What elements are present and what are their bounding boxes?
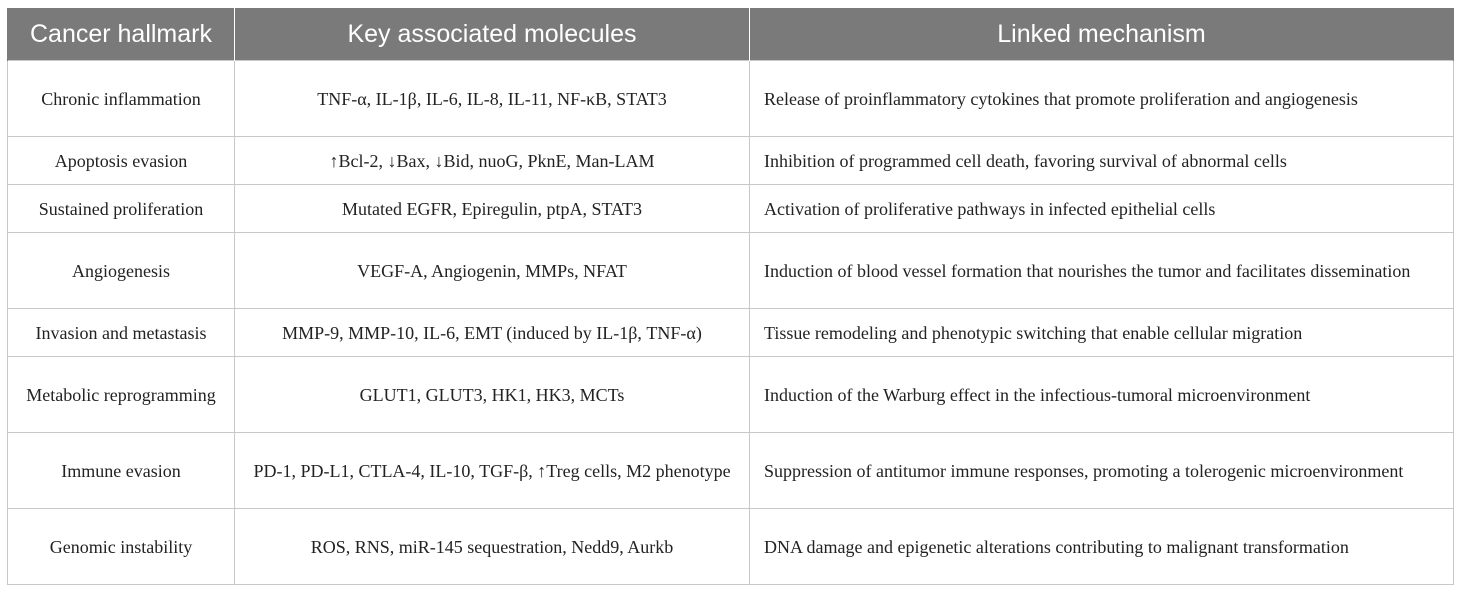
table-row: [8, 433, 1454, 509]
table-row: [8, 309, 1454, 357]
cell-mechanism: Inhibition of programmed cell death, favoring survival of abnormal cells: [750, 137, 1454, 185]
table-header: [8, 8, 1454, 61]
cell-molecules: PD-1, PD-L1, CTLA-4, IL-10, TGF-β, ↑Treg cells, M2 phenotype: [235, 433, 750, 509]
cell-molecules: ↑Bcl-2, ↓Bax, ↓Bid, nuoG, PknE, Man-LAM: [235, 137, 750, 185]
cell-hallmark: Sustained proliferation: [8, 185, 235, 233]
header-key-molecules: Key associated molecules: [235, 8, 750, 61]
table-row: [8, 137, 1454, 185]
cell-molecules: MMP-9, MMP-10, IL-6, EMT (induced by IL-1β, TNF-α): [235, 309, 750, 357]
cell-mechanism: Tissue remodeling and phenotypic switching that enable cellular migration: [750, 309, 1454, 357]
cell-hallmark: Genomic instability: [8, 509, 235, 585]
table-row: [8, 185, 1454, 233]
table-container: [7, 8, 1453, 585]
cell-molecules: TNF-α, IL-1β, IL-6, IL-8, IL-11, NF-κB, STAT3: [235, 61, 750, 137]
cell-mechanism: Induction of blood vessel formation that nourishes the tumor and facilitates dissemination: [750, 233, 1454, 309]
table-body: [8, 61, 1454, 585]
cell-molecules: VEGF-A, Angiogenin, MMPs, NFAT: [235, 233, 750, 309]
hallmarks-table: [7, 8, 1454, 585]
cell-molecules: Mutated EGFR, Epiregulin, ptpA, STAT3: [235, 185, 750, 233]
cell-mechanism: Activation of proliferative pathways in infected epithelial cells: [750, 185, 1454, 233]
cell-mechanism: Induction of the Warburg effect in the infectious-tumoral microenvironment: [750, 357, 1454, 433]
cell-molecules: ROS, RNS, miR-145 sequestration, Nedd9, Aurkb: [235, 509, 750, 585]
cell-hallmark: Apoptosis evasion: [8, 137, 235, 185]
table-row: [8, 357, 1454, 433]
header-row: [8, 8, 1454, 61]
cell-hallmark: Angiogenesis: [8, 233, 235, 309]
cell-mechanism: Suppression of antitumor immune responses, promoting a tolerogenic microenvironment: [750, 433, 1454, 509]
cell-mechanism: DNA damage and epigenetic alterations contributing to malignant transformation: [750, 509, 1454, 585]
cell-hallmark: Invasion and metastasis: [8, 309, 235, 357]
header-cancer-hallmark: Cancer hallmark: [8, 8, 235, 61]
table-row: [8, 61, 1454, 137]
cell-mechanism: Release of proinflammatory cytokines that promote proliferation and angiogenesis: [750, 61, 1454, 137]
cell-hallmark: Metabolic reprogramming: [8, 357, 235, 433]
cell-hallmark: Chronic inflammation: [8, 61, 235, 137]
cell-molecules: GLUT1, GLUT3, HK1, HK3, MCTs: [235, 357, 750, 433]
table-row: [8, 233, 1454, 309]
header-linked-mechanism: Linked mechanism: [750, 8, 1454, 61]
cell-hallmark: Immune evasion: [8, 433, 235, 509]
table-row: [8, 509, 1454, 585]
